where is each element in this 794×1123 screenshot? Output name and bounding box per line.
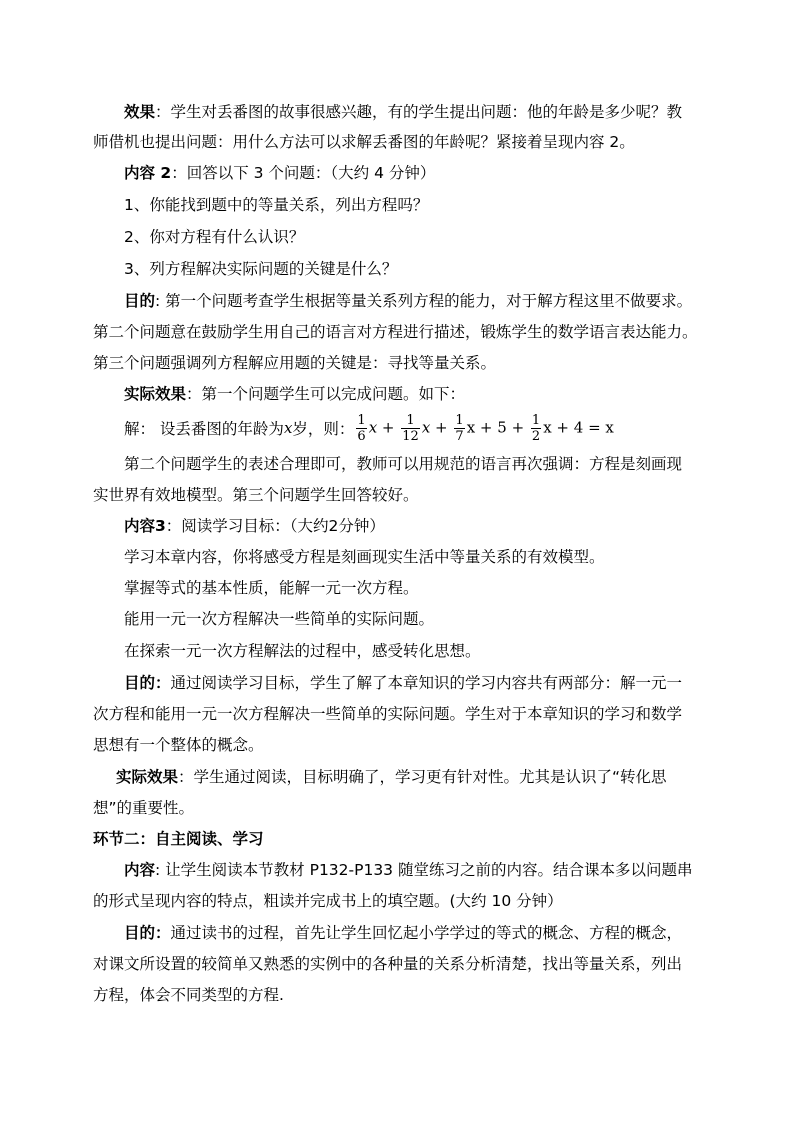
learning-goal-1: 学习本章内容，你将感受方程是刻画现实生活中等量关系的有效模型。 bbox=[124, 548, 605, 566]
learning-goal-3: 能用一元一次方程解决一些简单的实际问题。 bbox=[124, 610, 435, 628]
learning-goal-2: 掌握等式的基本性质，能解一元一次方程。 bbox=[124, 579, 419, 597]
content-2-heading: 内容 2：回答以下 3 个问题：（大约 4 分钟） bbox=[124, 164, 436, 182]
goal-3-line-1: 目的：通过读书的过程，首先让学生回忆起小学学过的等式的概念、方程的概念， bbox=[124, 924, 683, 942]
equation: $\frac{1}{6}$ x + $\frac{1}{12}$ x + $\frac{1}{7}$ x + 5 + $\frac{1}{2}$ x + 4 = x bbox=[357, 412, 614, 444]
question-1: 1、你能找到题中的等量关系，列出方程吗？ bbox=[124, 196, 429, 214]
fraction-1-12: $\frac{1}{12}$ bbox=[402, 412, 419, 444]
content-4-line-1: 内容: 让学生阅读本节教材 P132-P133 随堂练习之前的内容。结合课本多以问题串 bbox=[124, 861, 693, 879]
goal-paragraph-line-2: 第二个问题意在鼓励学生用自己的语言对方程进行描述，锻炼学生的数学语言表达能力。 bbox=[93, 323, 698, 341]
goal-3-line-2: 对课文所设置的较简单又熟悉的实例中的各种量的关系分析清楚，找出等量关系，列出 bbox=[93, 955, 683, 973]
fraction-1-7: $\frac{1}{7}$ bbox=[455, 412, 464, 444]
fraction-1-6: $\frac{1}{6}$ bbox=[357, 412, 366, 444]
goal-paragraph-line-3: 第三个问题强调列方程解应用题的关键是：寻找等量关系。 bbox=[93, 354, 497, 372]
effect-detail-line-2: 实世界有效地模型。第三个问题学生回答较好。 bbox=[93, 486, 419, 504]
content-3-heading: 内容3：阅读学习目标：（大约2分钟） bbox=[124, 517, 385, 535]
equation-line: 解： 设丢番图的年龄为 x 岁，则： $\frac{1}{6}$ x + $\frac{1}{12}$ x + $\frac{1}{7}$ x + 5 + $\frac{1}{2}$ x + 4 = x bbox=[124, 412, 614, 444]
effect-detail-line-1: 第二个问题学生的表述合理即可，教师可以用规范的语言再次强调：方程是刻画现 bbox=[124, 455, 683, 473]
question-2: 2、你对方程有什么认识？ bbox=[124, 228, 305, 246]
goal-2-line-3: 思想有一个整体的概念。 bbox=[93, 736, 264, 754]
section-2-title: 环节二：自主阅读、学习 bbox=[93, 830, 264, 848]
effect-label: 效果 bbox=[124, 103, 156, 121]
goal-2-line-2: 次方程和能用一元一次方程解决一些简单的实际问题。学生对于本章知识的学习和数学 bbox=[93, 705, 683, 723]
content-4-line-2: 的形式呈现内容的特点，粗读并完成书上的填空题。(大约 10 分钟） bbox=[93, 892, 563, 910]
actual-effect-2-line-2: 想”的重要性。 bbox=[93, 799, 195, 817]
goal-paragraph-line-1: 目的: 第一个问题考查学生根据等量关系列方程的能力，对于解方程这里不做要求。 bbox=[124, 292, 693, 310]
question-3: 3、列方程解决实际问题的关键是什么？ bbox=[124, 260, 398, 278]
actual-effect-heading: 实际效果：第一个问题学生可以完成问题。如下： bbox=[124, 385, 466, 403]
effect-paragraph-line-2: 师借机也提出问题：用什么方法可以求解丢番图的年龄呢？紧接着呈现内容 2。 bbox=[93, 133, 635, 151]
goal-2-line-1: 目的：通过阅读学习目标，学生了解了本章知识的学习内容共有两部分：解一元一 bbox=[124, 674, 683, 692]
effect-paragraph-line-1: 效果：学生对丢番图的故事很感兴趣，有的学生提出问题：他的年龄是多少呢？教 bbox=[124, 103, 683, 121]
learning-goal-4: 在探索一元一次方程解法的过程中，感受转化思想。 bbox=[124, 642, 481, 660]
actual-effect-2-line-1: 实际效果：学生通过阅读，目标明确了，学习更有针对性。尤其是认识了“转化思 bbox=[116, 768, 667, 786]
goal-3-line-3: 方程，体会不同类型的方程. bbox=[93, 986, 284, 1004]
fraction-1-2: $\frac{1}{2}$ bbox=[531, 412, 541, 444]
